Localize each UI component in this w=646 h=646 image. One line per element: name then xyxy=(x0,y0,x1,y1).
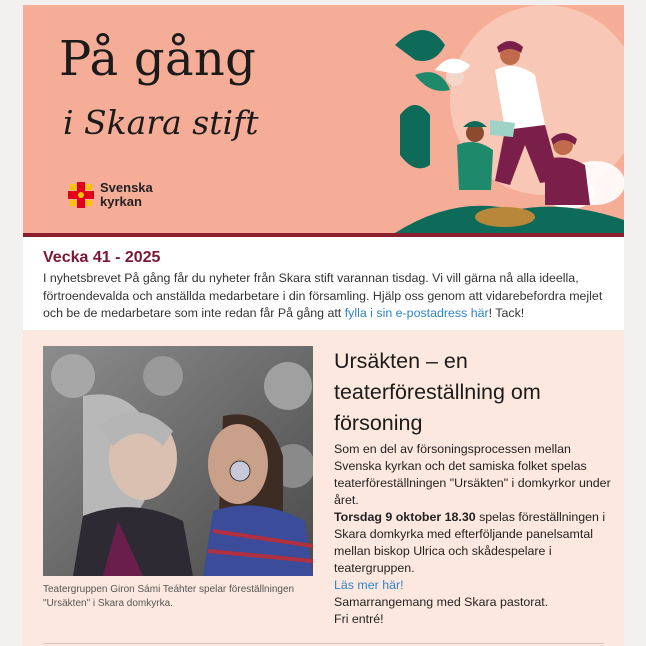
newsletter-subtitle: i Skara stift xyxy=(63,103,259,142)
article-paragraph-1: Som en del av försoningsprocessen mellan Svenska kyrkan och det samiska folket spelas teaterföreställningen "Ursäkten" i domkyrkor under året. xyxy=(334,442,611,507)
week-heading: Vecka 41 - 2025 xyxy=(43,249,161,266)
logo-text-line1: Svenska xyxy=(100,180,153,195)
logo-text-line2: kyrkan xyxy=(100,194,142,209)
read-more-link[interactable]: Läs mer här! xyxy=(334,578,404,592)
theatre-photo-image xyxy=(43,346,313,576)
article-title: Ursäkten – en teaterföreställning om försoning xyxy=(334,349,541,435)
photo-caption: Teatergruppen Giron Sámi Teáhter spelar föreställningen "Ursäkten" i Skara domkyrka. xyxy=(43,584,295,609)
article-paragraph-2-text: spelas föreställningen i Skara domkyrka med efterföljande panelsamtal mellan biskop Ulrica och skådespelare i teatergruppen. xyxy=(334,510,606,575)
article-cosponsor: Samarrangemang med Skara pastorat. xyxy=(334,595,549,609)
intro-text xyxy=(43,270,613,323)
newsletter-title: På gång xyxy=(59,31,257,87)
article-paragraph-2 xyxy=(334,509,612,577)
newsletter-header xyxy=(23,5,624,233)
email-signup-link[interactable]: fylla i sin e-postadress här xyxy=(344,306,489,320)
gardening-people-illustration xyxy=(395,5,624,233)
article-free-entry: Fri entré! xyxy=(334,612,384,626)
event-date: Torsdag 9 oktober 18.30 xyxy=(334,510,476,524)
intro-text-start: I nyhetsbrevet På gång får du nyheter från Skara stift varannan tisdag. Vi vill gärna nå alla ideella, förtroendevalda och anställda medarbetare i din församling. Hjälp oss genom att vidarebefordra mejlet och be de medarbetare som inte redan får På gång att xyxy=(43,271,603,320)
intro-text-end: ! Tack! xyxy=(488,306,525,320)
header-divider xyxy=(23,233,624,237)
article-photo[interactable] xyxy=(43,346,313,576)
church-cross-icon xyxy=(67,181,95,209)
newsletter-page xyxy=(23,5,624,646)
svenska-kyrkan-logo[interactable] xyxy=(67,181,187,211)
article-ursakten xyxy=(23,330,624,646)
article-divider xyxy=(43,643,604,644)
article-body xyxy=(334,441,612,628)
